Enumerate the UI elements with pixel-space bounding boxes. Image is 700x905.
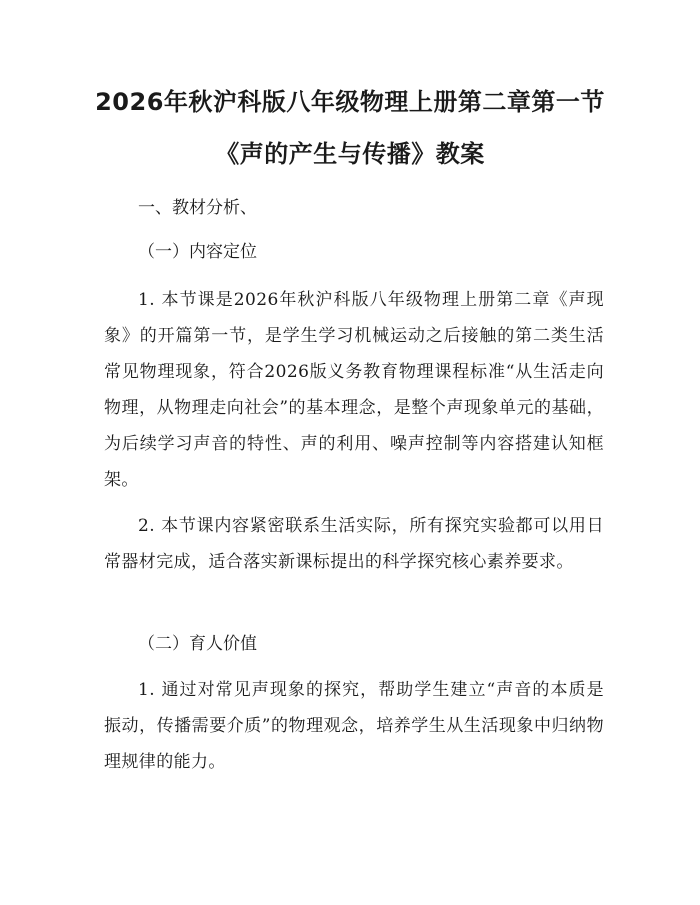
paragraph-1: 1. 本节课是2026年秋沪科版八年级物理上册第二章《声现象》的开篇第一节，是学生学习机械运动之后接触的第二类生活常见物理现象，符合2026版义务教育物理课程标准“从生活走向物理，从物理走向社会”的基本理念，是整个声现象单元的基础，为后续学习声音的特性、声的利用、噪声控制等内容搭建认知框架。 [104,290,604,490]
paragraph-3: 1. 通过对常见声现象的探究，帮助学生建立“声音的本质是振动，传播需要介质”的物理观念，培养学生从生活现象中归纳物理规律的能力。 [104,680,604,772]
subheading-educational-value: （二）育人价值 [138,634,257,654]
document-title: 2026年秋沪科版八年级物理上册第二章第一节《声的产生与传播》教案 [95,88,605,168]
subheading-content-positioning: （一）内容定位 [138,242,257,262]
section-heading-textbook-analysis: 一、教材分析、 [138,198,257,218]
paragraph-2: 2. 本节课内容紧密联系生活实际，所有探究实验都可以用日常器材完成，适合落实新课标提出的科学探究核心素养要求。 [104,516,604,572]
